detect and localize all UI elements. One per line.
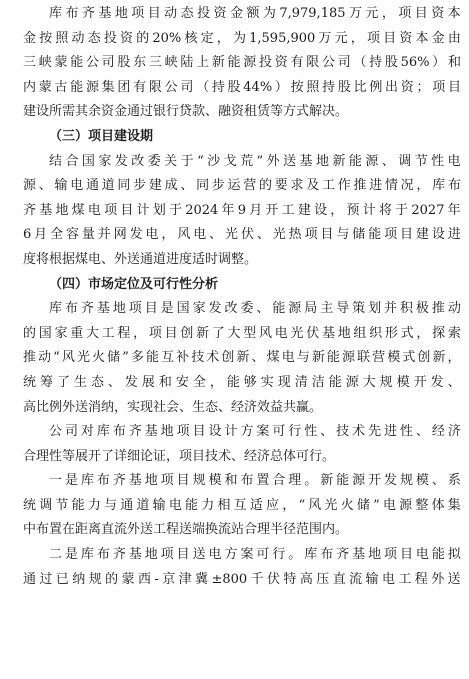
text-line: 公 司 对 库 布 齐 基 地 项 目 设 计 方 案 可 行 性 、 技 术 先 进 性 、 经 济 (49, 424, 461, 440)
text-line: 结 合 国 家 发 改 委 关 于 “ 沙 戈 荒 ” 外 送 基 地 新 能 源 、 调 节 性 电 (49, 153, 461, 169)
text-line: 一 是 库 布 齐 基 地 项 目 规 模 和 布 置 合 理 。 新 能 源 开 发 规 模 、 系 (49, 473, 461, 489)
text-line: 通 过 已 纳 规 的 蒙 西 - 京 津 冀 ±800 千 伏 特 高 压 直 流 输 电 工 程 外 送 (23, 571, 461, 587)
section-heading: （四）市场定位及可行性分析 (49, 276, 219, 292)
text-line: 齐 基 地 煤 电 项 目 计 划 于 2024 年 9 月 开 工 建 设 ， 预 计 将 于 2027 年 (23, 202, 461, 218)
text-line: 源 、 输 电 通 道 同 步 建 成 、 同 步 运 营 的 要 求 及 工 作 推 进 情 况 ， 库 布 (23, 178, 461, 194)
text-line: 统 调 节 能 力 与 通 道 输 电 能 力 相 互 适 应 ， “ 风 光 火 储 ” 电 源 整 体 集 (23, 497, 461, 513)
body-text (23, 2, 461, 592)
text-line: 中布置在距离直流外送工程送端换流站合理半径范围内。 (23, 522, 349, 538)
text-line: 度将根据煤电、外送通道进度适时调整。 (23, 251, 258, 267)
text-line: 高比例外送消纳，实现社会、生态、经济效益共赢。 (23, 399, 323, 415)
text-line: 合理性等展开了详细论证，项目技术、经济总体可行。 (23, 448, 336, 464)
section-heading: （三）项目建设期 (49, 128, 154, 144)
text-line: 统 筹 了 生 态 、 发 展 和 安 全 ， 能 够 实 现 清 洁 能 源 大 规 模 开 发 、 (23, 374, 461, 390)
text-line: 建设所需其余资金通过银行贷款、融资租赁等方式解决。 (23, 104, 349, 120)
text-line: 三 峡 蒙 能 公 司 股 东 三 峡 陆 上 新 能 源 投 资 有 限 公 司 （ 持 股 56% ） 和 (23, 55, 461, 71)
text-line: 库 布 齐 基 地 项 目 动 态 投 资 金 额 为 7,979,185 万 元 ， 项 目 资 本 (49, 6, 461, 21)
text-line: 二 是 库 布 齐 基 地 项 目 送 电 方 案 可 行 。 库 布 齐 基 地 项 目 电 能 拟 (49, 547, 461, 563)
text-line: 的 国 家 重 大 工 程 ， 项 目 创 新 了 大 型 风 电 光 伏 基 地 组 织 形 式 ， 探 索 (23, 325, 461, 341)
text-line: 内 蒙 古 能 源 集 团 有 限 公 司 （ 持 股 44% ） 按 照 持 股 比 例 出 资 ； 项 目 (23, 79, 461, 95)
text-line: 推 动 “ 风 光 火 储 ” 多 能 互 补 技 术 创 新 、 煤 电 与 新 能 源 联 营 模 式 创 新 ， (23, 350, 461, 366)
text-line: 金 按 照 动 态 投 资 的 20% 核 定 ， 为 1,595,900 万 元 ， 项 目 资 本 金 由 (23, 30, 461, 46)
text-line: 6 月 全 容 量 并 网 发 电 ， 风 电 、 光 伏 、 光 热 项 目 与 储 能 项 目 建 设 进 (23, 227, 461, 243)
text-line: 库 布 齐 基 地 项 目 是 国 家 发 改 委 、 能 源 局 主 导 策 划 并 积 极 推 动 (49, 301, 461, 317)
